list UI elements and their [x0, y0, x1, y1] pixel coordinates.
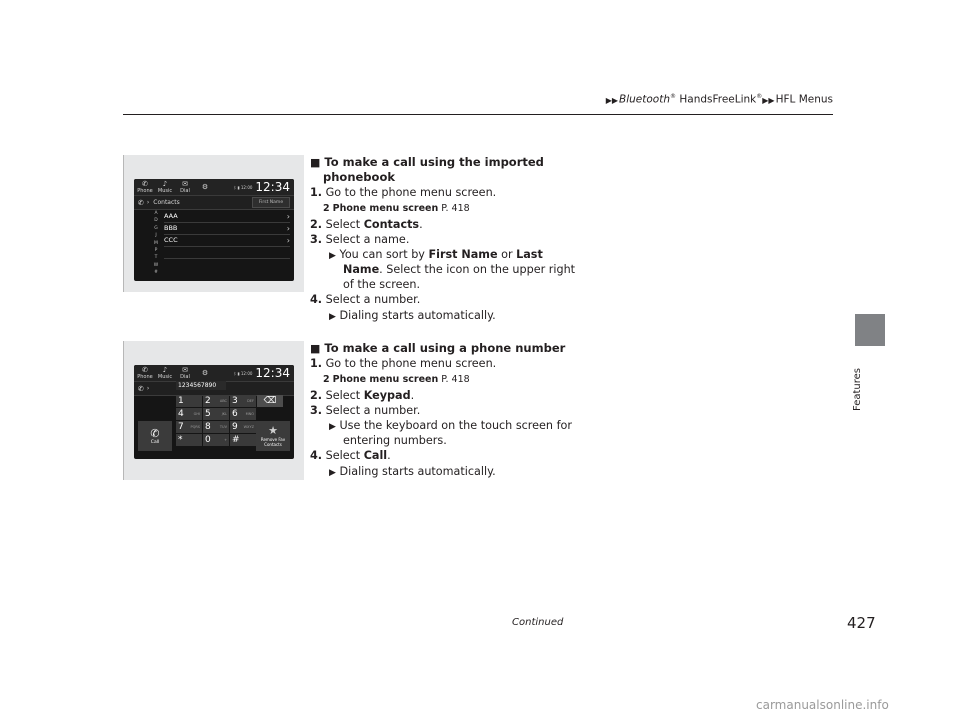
settings-tab-button[interactable] [196, 180, 214, 194]
phone-icon: ✆ [142, 365, 148, 374]
breadcrumb-hfl-menus: HFL Menus [775, 93, 833, 106]
contacts-screenshot-frame [123, 155, 304, 292]
contacts-subbar [134, 196, 294, 210]
breadcrumb-bluetooth: Bluetooth [619, 93, 671, 106]
key-6[interactable] [230, 408, 256, 420]
sub-text: Dialing starts automatically. [339, 309, 496, 322]
section2-step3-sub2: entering numbers. [343, 434, 447, 447]
key-letters: JKL [221, 412, 227, 416]
breadcrumb-hfl: HandsFreeLink [679, 93, 757, 106]
fav-label-line2: Contacts [264, 442, 282, 447]
step-bold: Keypad [363, 389, 411, 402]
continued-label: Continued [512, 617, 564, 628]
section1-step4 [310, 292, 420, 307]
chevron-right-icon: › [146, 385, 150, 392]
step-number: 4. [310, 293, 323, 306]
key-digit: 7 [178, 422, 184, 432]
alpha-index-letter[interactable]: A [154, 211, 158, 216]
section1-step3 [310, 232, 409, 247]
ref-label: Phone menu screen [332, 374, 439, 385]
key-star[interactable] [176, 434, 202, 446]
star-icon: ★ [268, 424, 278, 437]
key-digit: 5 [205, 409, 211, 419]
section1-step1 [310, 185, 496, 200]
step-text: Select a number. [325, 293, 421, 306]
top-bar [134, 365, 294, 382]
clock: 12:34 [255, 366, 290, 380]
ref-label: Phone menu screen [332, 203, 439, 214]
watermark: carmanualsonline.info [756, 698, 889, 712]
section1-title-line1: To make a call using the imported [324, 155, 544, 169]
phone-icon: ✆ [142, 179, 148, 188]
arrow-icon: ▶ [329, 422, 336, 432]
arrow-icon: ▶ [329, 468, 336, 478]
contact-name: BBB [164, 224, 178, 232]
key-1[interactable] [176, 395, 202, 407]
key-5[interactable] [203, 408, 229, 420]
section1-title-line2: phonebook [323, 170, 395, 184]
music-icon: ♪ [162, 365, 168, 374]
key-2[interactable] [203, 395, 229, 407]
top-bar [134, 179, 294, 196]
alpha-index-letter[interactable]: M [154, 240, 158, 246]
square-bullet-icon: ■ [310, 342, 321, 355]
step-text: . [410, 389, 415, 402]
gear-icon: ⚙ [201, 368, 209, 377]
square-bullet-icon: ■ [310, 156, 321, 169]
key-0[interactable] [203, 434, 229, 446]
contact-name: CCC [164, 236, 178, 244]
step-number: 2. [310, 218, 323, 231]
contacts-screen [134, 179, 294, 281]
key-digit: 3 [232, 396, 238, 406]
step-number: 4. [310, 449, 323, 462]
sub-text: or [497, 248, 517, 261]
sub-text: You can sort by [339, 248, 429, 261]
section-label-text: Features [852, 368, 863, 411]
alpha-index-letter[interactable]: P [154, 248, 158, 254]
settings-tab-button[interactable] [196, 366, 214, 380]
alpha-index-letter[interactable]: W [153, 262, 159, 268]
key-digit: 8 [205, 422, 211, 432]
alpha-index-letter[interactable]: G [154, 225, 158, 231]
music-tab-button[interactable]: ♪ Music [157, 179, 173, 194]
key-letters: GHI [193, 412, 200, 416]
key-4[interactable] [176, 408, 202, 420]
music-icon: ♪ [162, 179, 168, 188]
section2-title [310, 341, 565, 356]
chevron-right-icon: › [286, 211, 290, 221]
key-9[interactable] [230, 421, 256, 433]
key-letters: TUV [219, 425, 227, 429]
step-number: 1. [310, 186, 323, 199]
backspace-button[interactable] [257, 395, 283, 407]
key-letters: ABC [219, 399, 227, 403]
step-text: Select a name. [325, 233, 410, 246]
key-letters: MNO [245, 412, 254, 416]
section2-step4-sub [329, 464, 496, 481]
key-letters: + [224, 438, 227, 442]
section-label [848, 355, 868, 415]
handset-icon: ✆ [150, 426, 160, 440]
step-number: 1. [310, 357, 323, 370]
step-text: . [419, 218, 423, 231]
step-text: Go to the phone menu screen. [325, 186, 497, 199]
clock: 12:34 [255, 180, 290, 194]
step-number: 3. [310, 233, 323, 246]
sub-text: Dialing starts automatically. [339, 465, 496, 478]
breadcrumb [0, 93, 833, 106]
key-hash[interactable] [230, 434, 256, 446]
sub-bold: Last [516, 248, 543, 261]
reference-icon: 2 [323, 374, 330, 385]
alphabet-index[interactable] [152, 210, 160, 277]
keypad-screenshot-frame [123, 341, 304, 480]
key-letters: WXYZ [243, 425, 254, 429]
music-tab-button[interactable]: ♪ Music [157, 365, 173, 380]
alpha-index-letter[interactable]: D [154, 218, 158, 224]
key-digit: 9 [232, 422, 238, 432]
alpha-index-letter[interactable]: T [154, 255, 158, 261]
call-button[interactable] [138, 421, 172, 451]
key-digit: 1 [178, 396, 184, 406]
contact-row-empty [164, 246, 290, 259]
chevron-right-icon: › [286, 235, 290, 245]
key-7[interactable] [176, 421, 202, 433]
section1-title [310, 155, 544, 170]
breadcrumb-arrow-icon: ▶▶ [762, 95, 775, 105]
sub-text: Use the keyboard on the touch screen for [339, 419, 572, 432]
step-bold: Contacts [363, 218, 420, 231]
status-indicators: ᛒ ▮ 12:00 [233, 370, 253, 376]
backspace-icon: ⌫ [263, 396, 277, 406]
contact-name: AAA [164, 212, 178, 220]
sub-bold: Name [343, 263, 380, 276]
keypad-screen [134, 365, 294, 459]
status-indicators: ᛒ ▮ 12:00 [233, 184, 253, 190]
section1-step4-sub [329, 308, 496, 325]
header-rule [123, 114, 833, 115]
phone-back-icon[interactable]: ✆ [138, 384, 144, 393]
phone-tab-button[interactable]: ✆ Phone [137, 179, 153, 194]
step-number: 2. [310, 389, 323, 402]
gear-icon: ⚙ [201, 182, 209, 191]
dial-tab-button[interactable]: ✉ Dial [180, 179, 190, 194]
key-digit: 2 [205, 396, 211, 406]
section1-step3-sub3: of the screen. [343, 278, 421, 291]
phone-tab-button[interactable]: ✆ Phone [137, 365, 153, 380]
step-text: . [387, 449, 391, 462]
chevron-right-icon: › [146, 199, 150, 206]
step-text: Go to the phone menu screen. [325, 357, 497, 370]
ref-page: P. 418 [441, 203, 470, 214]
section2-step1-ref[interactable] [323, 372, 470, 387]
sort-first-name-button[interactable]: First Name [252, 197, 290, 208]
key-digit: # [232, 435, 240, 445]
registered-mark: ® [756, 93, 763, 100]
sub-text: . Select the icon on the upper right [379, 263, 576, 276]
contacts-breadcrumb: Contacts [153, 199, 180, 206]
section2-step3 [310, 403, 420, 418]
step-number: 3. [310, 404, 323, 417]
step-text: Select a number. [325, 404, 421, 417]
step-text: Select [325, 449, 364, 462]
key-digit: 4 [178, 409, 184, 419]
dialed-number-display: 1234567890 [176, 381, 226, 390]
key-digit: 6 [232, 409, 238, 419]
step-text: Select [325, 218, 364, 231]
step-bold: Call [363, 449, 388, 462]
key-digit: 0 [205, 435, 211, 445]
phone-back-icon[interactable]: ✆ [138, 198, 144, 207]
reference-icon: 2 [323, 203, 330, 214]
arrow-icon: ▶ [329, 251, 336, 261]
section1-step3-sub2 [343, 262, 575, 277]
step-text: Select [325, 389, 364, 402]
breadcrumb-arrow-icon: ▶▶ [605, 95, 619, 105]
call-label: Call [150, 439, 160, 445]
ref-page: P. 418 [441, 374, 470, 385]
fav-label-line1: Remove Fav [260, 437, 286, 442]
section-tab [855, 314, 885, 346]
key-8[interactable] [203, 421, 229, 433]
section1-step2 [310, 217, 423, 232]
section1-step1-ref[interactable] [323, 201, 470, 216]
section2-step1 [310, 356, 496, 371]
remove-fav-contacts-button[interactable] [256, 421, 290, 451]
registered-mark: ® [670, 93, 677, 100]
dial-tab-button[interactable]: ✉ Dial [180, 365, 190, 380]
dial-icon: ✉ [182, 365, 188, 374]
chevron-right-icon: › [286, 223, 290, 233]
alpha-index-letter[interactable]: # [154, 270, 158, 276]
page-number: 427 [847, 614, 876, 632]
key-digit: * [178, 435, 183, 445]
section2-step4 [310, 448, 391, 463]
dial-icon: ✉ [182, 179, 188, 188]
section2-title-text: To make a call using a phone number [324, 341, 566, 355]
key-letters: PQRS [190, 425, 200, 429]
alpha-index-letter[interactable]: J [155, 233, 157, 239]
key-3[interactable] [230, 395, 256, 407]
arrow-icon: ▶ [329, 312, 336, 322]
key-letters: DEF [247, 399, 254, 403]
sub-bold: First Name [428, 248, 498, 261]
section2-step2 [310, 388, 414, 403]
